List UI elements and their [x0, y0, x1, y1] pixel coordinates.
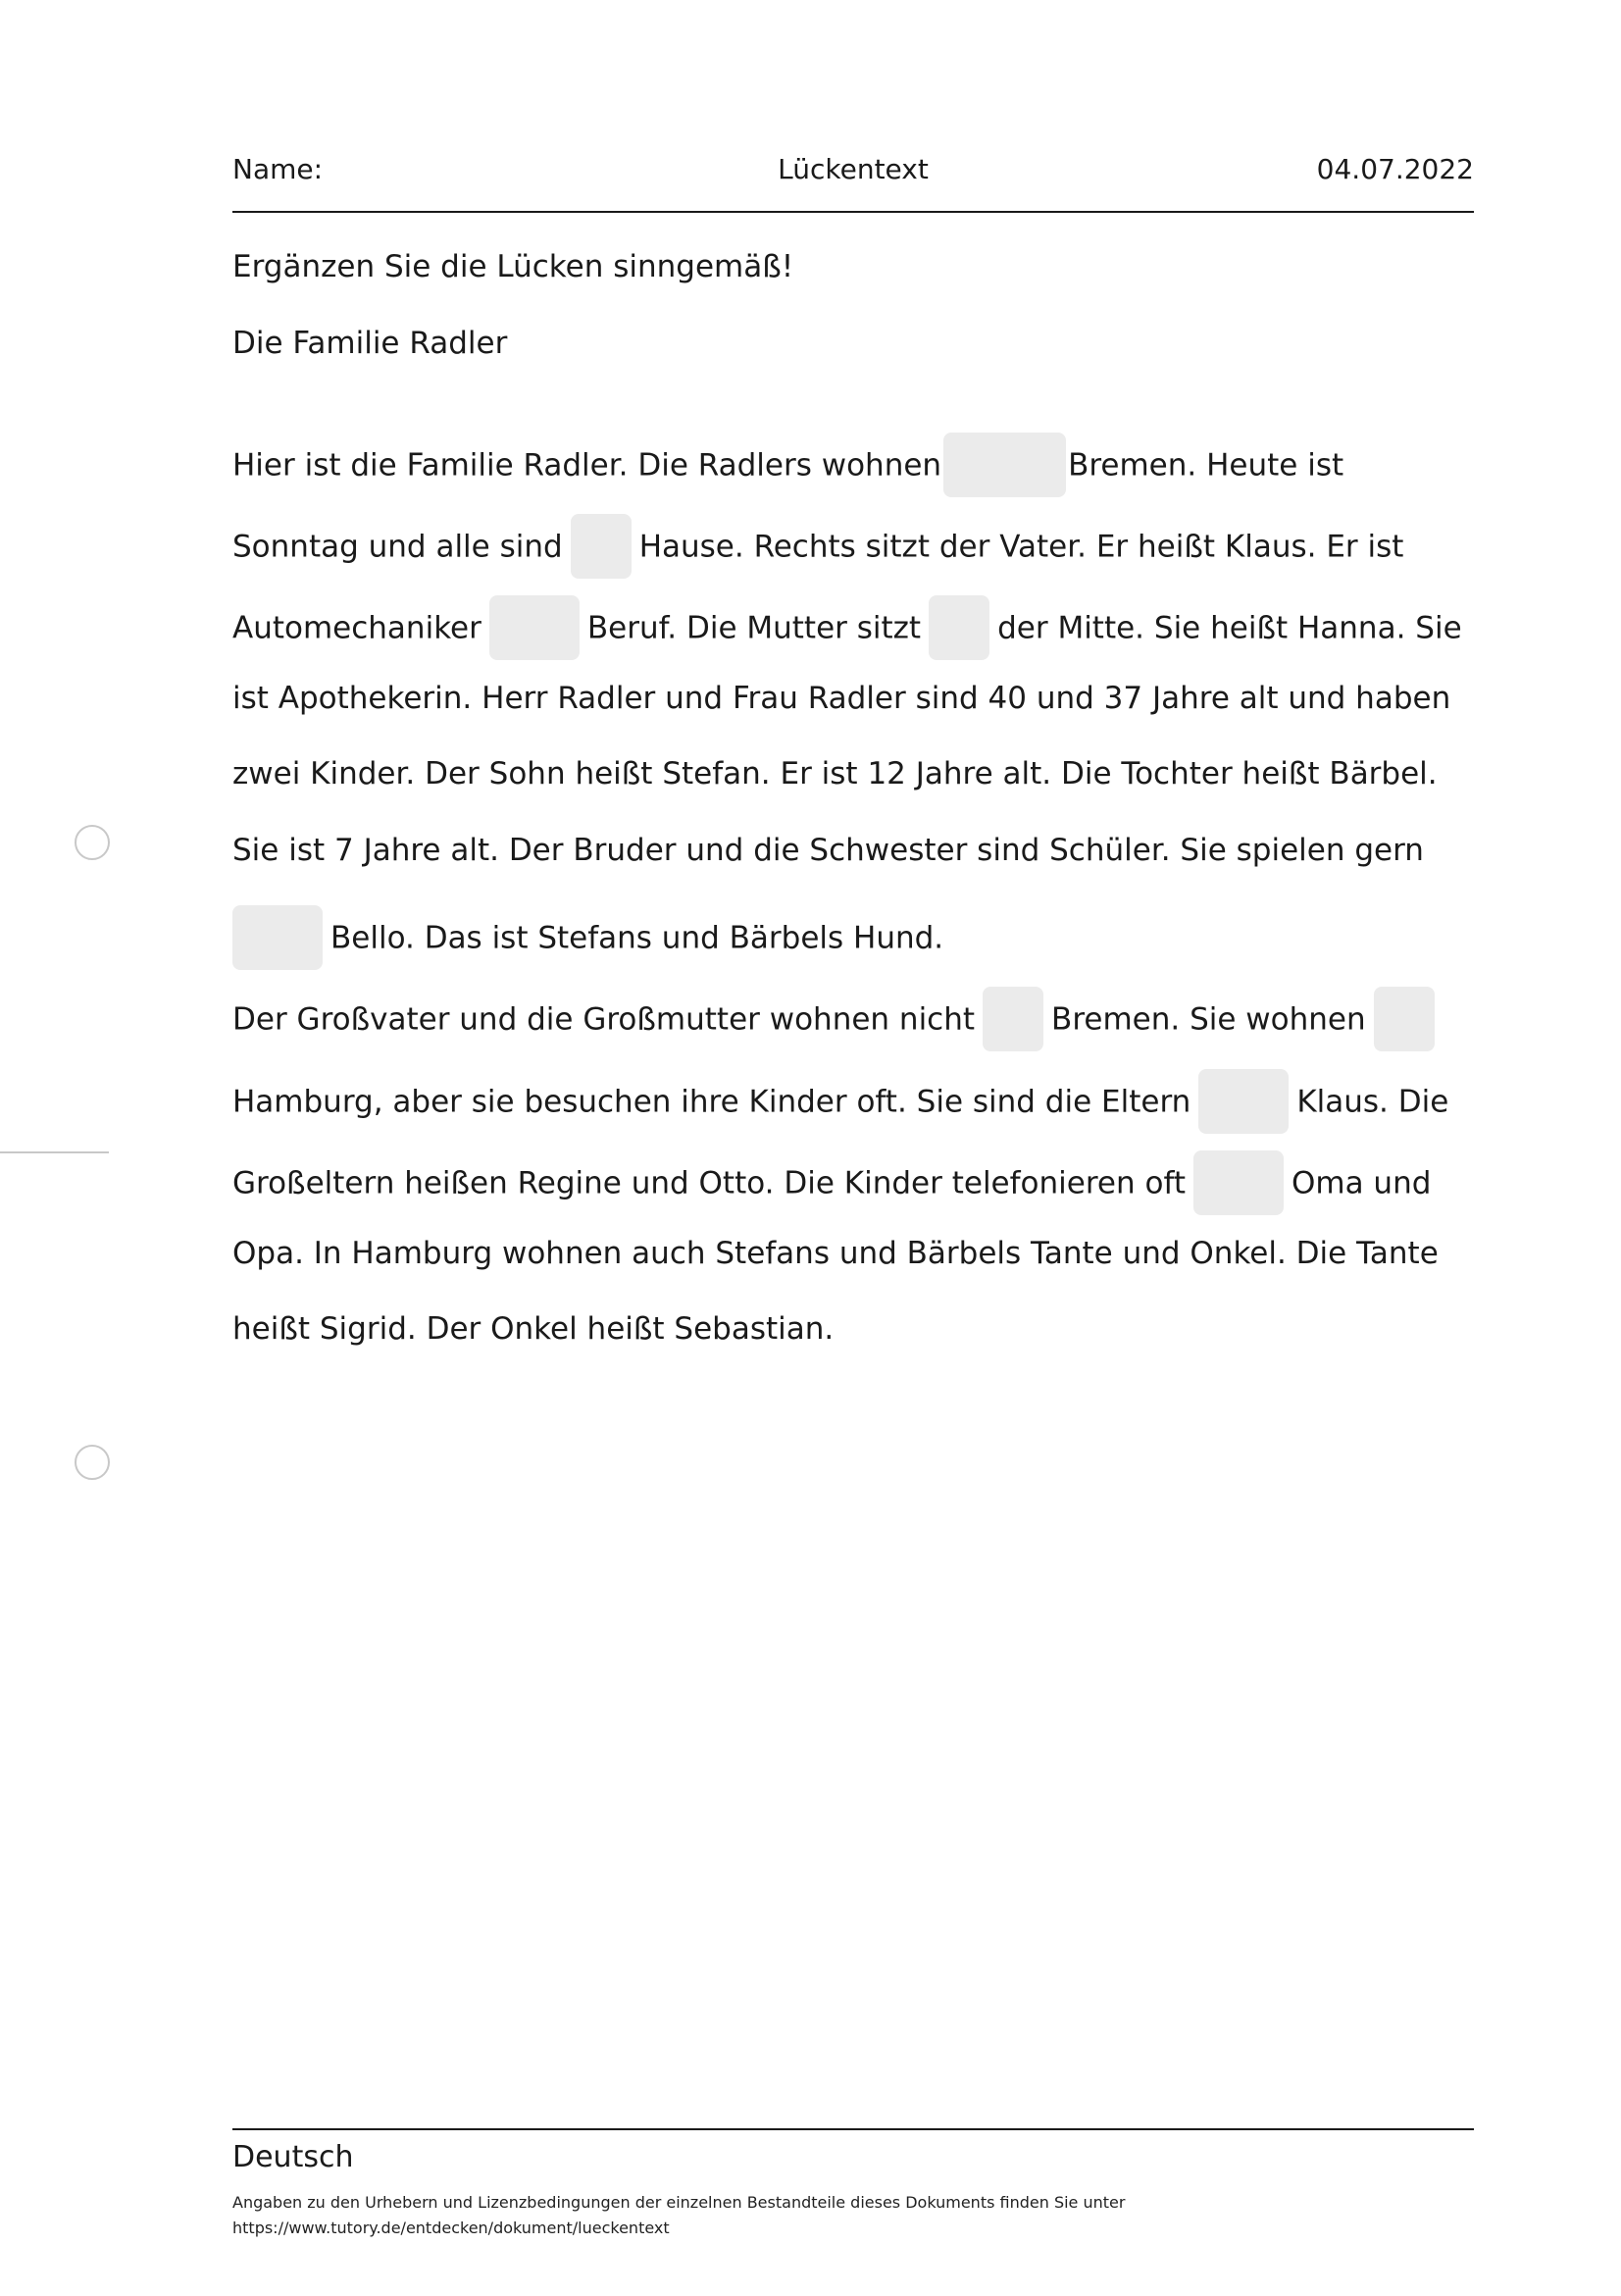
fold-mark: [0, 1151, 109, 1153]
text-line: Automechaniker Beruf. Die Mutter sitzt der Mitte. Sie heißt Hanna. Sie: [232, 597, 1488, 662]
gap-input[interactable]: [929, 595, 989, 660]
footer-license-note: Angaben zu den Urhebern und Lizenzbedingungen der einzelnen Bestandteile dieses Dokuments finden Sie unter https://www.tutory.de/entdecken/dokument/lueckentext: [232, 2190, 1125, 2241]
text-line: Bello. Das ist Stefans und Bärbels Hund.: [232, 907, 1488, 972]
instruction: Ergänzen Sie die Lücken sinngemäß!: [232, 249, 794, 284]
text-line: Sie ist 7 Jahre alt. Der Bruder und die Schwester sind Schüler. Sie spielen gern: [232, 833, 1424, 868]
gap-input[interactable]: [571, 514, 632, 579]
gap-input[interactable]: [1193, 1150, 1284, 1215]
worksheet-title: Lückentext: [778, 153, 929, 185]
gap-input[interactable]: [489, 595, 580, 660]
text-line: zwei Kinder. Der Sohn heißt Stefan. Er ist 12 Jahre alt. Die Tochter heißt Bärbel.: [232, 756, 1438, 791]
gap-input[interactable]: [1198, 1069, 1289, 1134]
footer-subject: Deutsch: [232, 2140, 354, 2174]
footer-license-url[interactable]: https://www.tutory.de/entdecken/dokument/lueckentext: [232, 2219, 670, 2237]
gap-input[interactable]: [983, 987, 1043, 1051]
text-line: Opa. In Hamburg wohnen auch Stefans und Bärbels Tante und Onkel. Die Tante: [232, 1236, 1439, 1271]
page-header: [232, 150, 1474, 189]
punch-hole-mark: [75, 825, 110, 860]
name-label: Name:: [232, 153, 324, 185]
gap-input[interactable]: [232, 905, 323, 970]
punch-hole-mark: [75, 1445, 110, 1480]
text-line: heißt Sigrid. Der Onkel heißt Sebastian.: [232, 1311, 835, 1347]
text-line: ist Apothekerin. Herr Radler und Frau Radler sind 40 und 37 Jahre alt und haben: [232, 681, 1451, 716]
text-line: Sonntag und alle sind Hause. Rechts sitzt der Vater. Er heißt Klaus. Er ist: [232, 516, 1488, 581]
gap-input[interactable]: [1374, 987, 1435, 1051]
text-line: Der Großvater und die Großmutter wohnen nicht Bremen. Sie wohnen: [232, 989, 1488, 1053]
text-line: Hamburg, aber sie besuchen ihre Kinder oft. Sie sind die Eltern Klaus. Die: [232, 1071, 1488, 1136]
text-title: Die Familie Radler: [232, 326, 508, 361]
text-line: Großeltern heißen Regine und Otto. Die Kinder telefonieren oft Oma und: [232, 1152, 1488, 1217]
footer-divider: [232, 2128, 1474, 2130]
gap-input[interactable]: [943, 433, 1066, 497]
header-divider: [232, 211, 1474, 213]
worksheet-date: 04.07.2022: [1316, 153, 1474, 185]
text-line: Hier ist die Familie Radler. Die Radlers wohnen Bremen. Heute ist: [232, 434, 1488, 499]
